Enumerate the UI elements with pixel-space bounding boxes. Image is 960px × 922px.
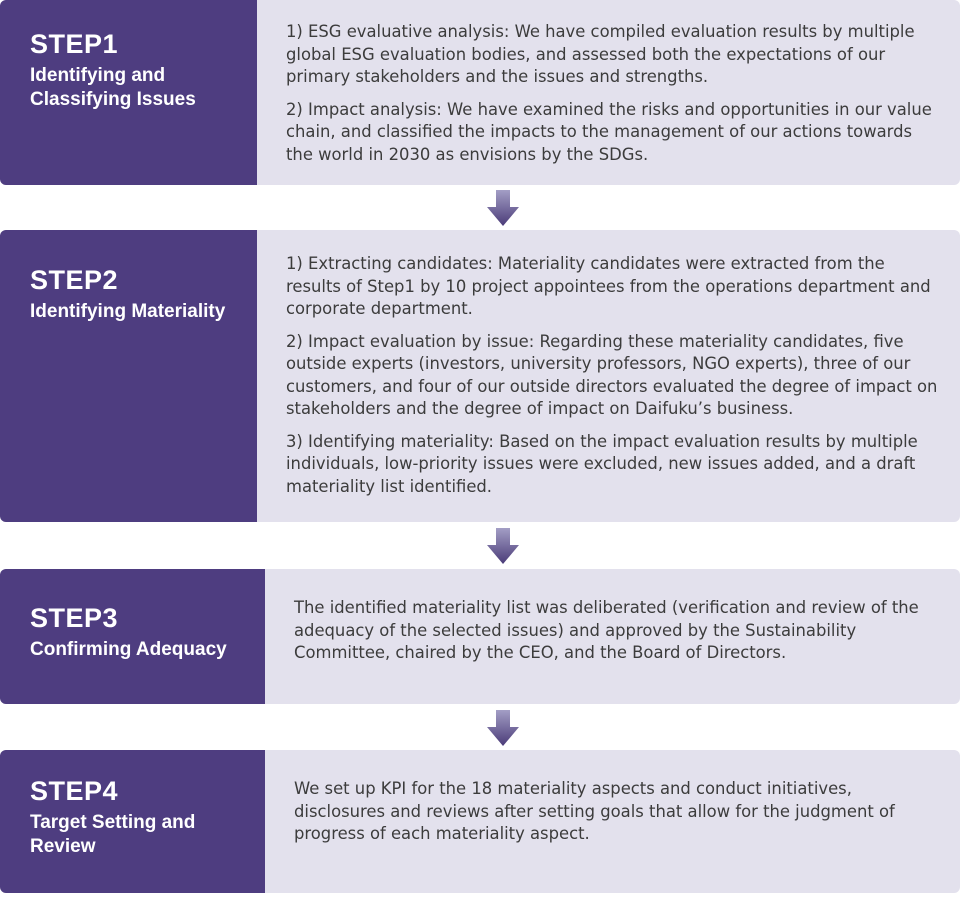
step-4-title: Target Setting and Review [30, 812, 196, 857]
step-1-number: STEP1 [30, 29, 119, 59]
step-4 [0, 750, 960, 893]
down-arrow-icon [487, 710, 519, 746]
step-2-number: STEP2 [30, 265, 119, 295]
step-4-label [0, 750, 265, 893]
step-1-title: Identifying and Classifying Issues [30, 65, 196, 110]
step-4-paragraph-1: We set up KPI for the 18 materiality aspects and conduct initiatives, disclosures and reviews after setting goals that allow for the judgment of progress of each materiality aspect. [294, 779, 895, 843]
step-4-number: STEP4 [30, 776, 119, 806]
step-2-label [0, 230, 257, 522]
step-3-paragraph-1: The identified materiality list was deliberated (verification and review of the adequacy of the selected issues) and approved by the Sustainability Committee, chaired by the CEO, and the Board of Directors. [294, 598, 919, 662]
step-4-content [265, 750, 960, 893]
step-3-number: STEP3 [30, 603, 119, 633]
step-2-paragraph-2: 2) Impact evaluation by issue: Regarding these materiality candidates, five outside experts (investors, university professors, NGO experts), three of our customers, and four of our outside directors evaluated the degree of impact on stakeholders and the degree of impact on Daifuku’s business. [286, 331, 938, 418]
step-3-label [0, 569, 265, 704]
step-1-paragraph-2: 2) Impact analysis: We have examined the risks and opportunities in our value chain, and classified the impacts to the management of our actions towards the world in 2030 as envisions by the SDGs. [286, 99, 932, 164]
step-2 [0, 230, 960, 522]
step-3-content [265, 569, 960, 704]
step-3-title: Confirming Adequacy [30, 639, 227, 660]
step-2-paragraph-1: 1) Extracting candidates: Materiality candidates were extracted from the results of Step1 by 10 project appointees from the operations department and corporate department. [286, 254, 931, 318]
step-3 [0, 569, 960, 704]
step-1-paragraph-1: 1) ESG evaluative analysis: We have compiled evaluation results by multiple global ESG evaluation bodies, and assessed both the expectations of our primary stakeholders and the issues and strengths. [286, 22, 915, 86]
down-arrow-icon [487, 190, 519, 226]
step-2-title: Identifying Materiality [30, 301, 226, 322]
down-arrow-icon [487, 528, 519, 564]
step-1-content [257, 0, 960, 185]
step-1-label [0, 0, 257, 185]
step-2-paragraph-3: 3) Identifying materiality: Based on the impact evaluation results by multiple individuals, low-priority issues were excluded, new issues added, and a draft materiality list identified. [286, 431, 918, 496]
step-1 [0, 0, 960, 185]
step-2-content [257, 230, 960, 522]
